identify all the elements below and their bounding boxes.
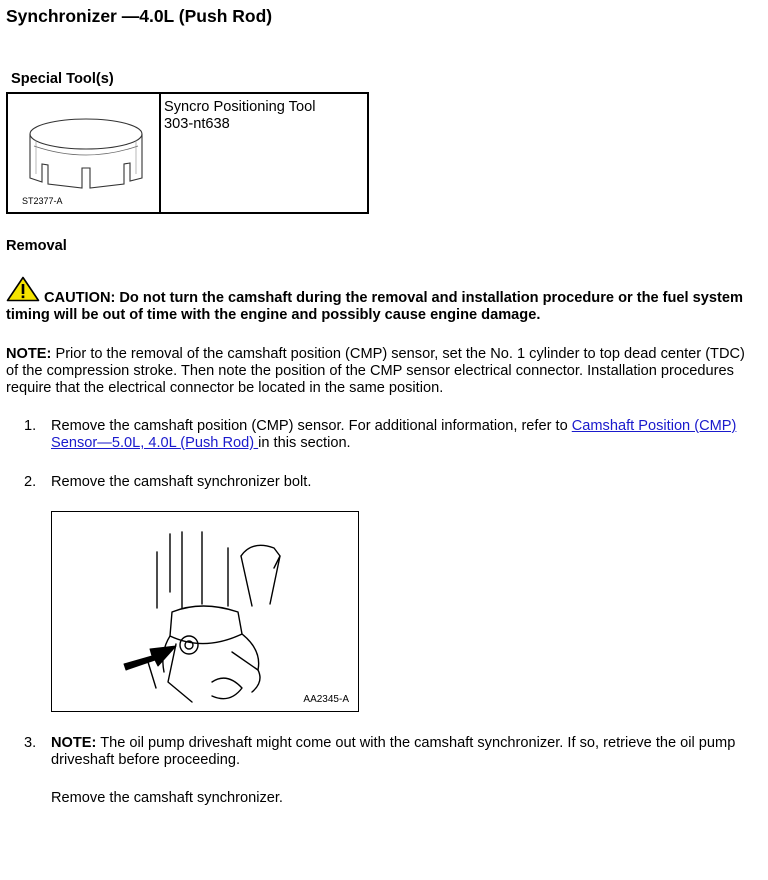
tool-name: Syncro Positioning Tool (164, 99, 316, 115)
cmp-sensor-link[interactable]: Camshaft Position (CMP) Sensor—5.0L, 4.0L (Push Rod) (51, 418, 737, 451)
removal-heading: Removal (6, 238, 67, 254)
step-number: 1. (24, 418, 37, 434)
tool-number: 303-nt638 (164, 116, 230, 132)
step-1-text-after: in this section. (258, 435, 351, 451)
synchronizer-bolt-illustration (52, 512, 357, 710)
tool-figure-caption: ST2377-A (22, 196, 63, 206)
step-2-text: Remove the camshaft synchronizer bolt. (51, 474, 312, 490)
step-number: 2. (24, 474, 37, 490)
caution-text: CAUTION: Do not turn the camshaft during the removal and installation procedure or the fuel system timing will be out of time with the engine and possibly cause engine damage. (6, 290, 743, 323)
step-3-note-label: NOTE: (51, 735, 97, 751)
note-text: Prior to the removal of the camshaft position (CMP) sensor, set the No. 1 cylinder to top dead center (TDC) of the compression stroke. Then note the position of the CMP sensor electrical connector. Installation procedures require that the electrical connector be located in the same position. (6, 346, 745, 396)
step-3-note-text: The oil pump driveshaft might come out with the camshaft synchronizer. If so, retrieve the oil pump driveshaft before proceeding. (51, 735, 736, 768)
special-tools-table (6, 92, 369, 214)
step-3-text: Remove the camshaft synchronizer. (51, 790, 283, 806)
bolt-figure-caption: AA2345-A (303, 694, 349, 705)
step-3-note (51, 735, 741, 769)
table-divider (159, 94, 161, 212)
note-paragraph (6, 346, 751, 397)
page-title: Synchronizer —4.0L (Push Rod) (6, 6, 273, 26)
synchronizer-positioning-tool-illustration (12, 98, 158, 210)
tool-name-cell (164, 99, 364, 133)
special-tools-heading: Special Tool(s) (11, 71, 114, 87)
synchronizer-bolt-figure (51, 511, 359, 712)
step-number: 3. (24, 735, 37, 751)
note-label: NOTE: (6, 346, 52, 362)
step-1-text-before: Remove the camshaft position (CMP) sensor. For additional information, refer to (51, 418, 572, 434)
step-1-text (51, 418, 741, 452)
